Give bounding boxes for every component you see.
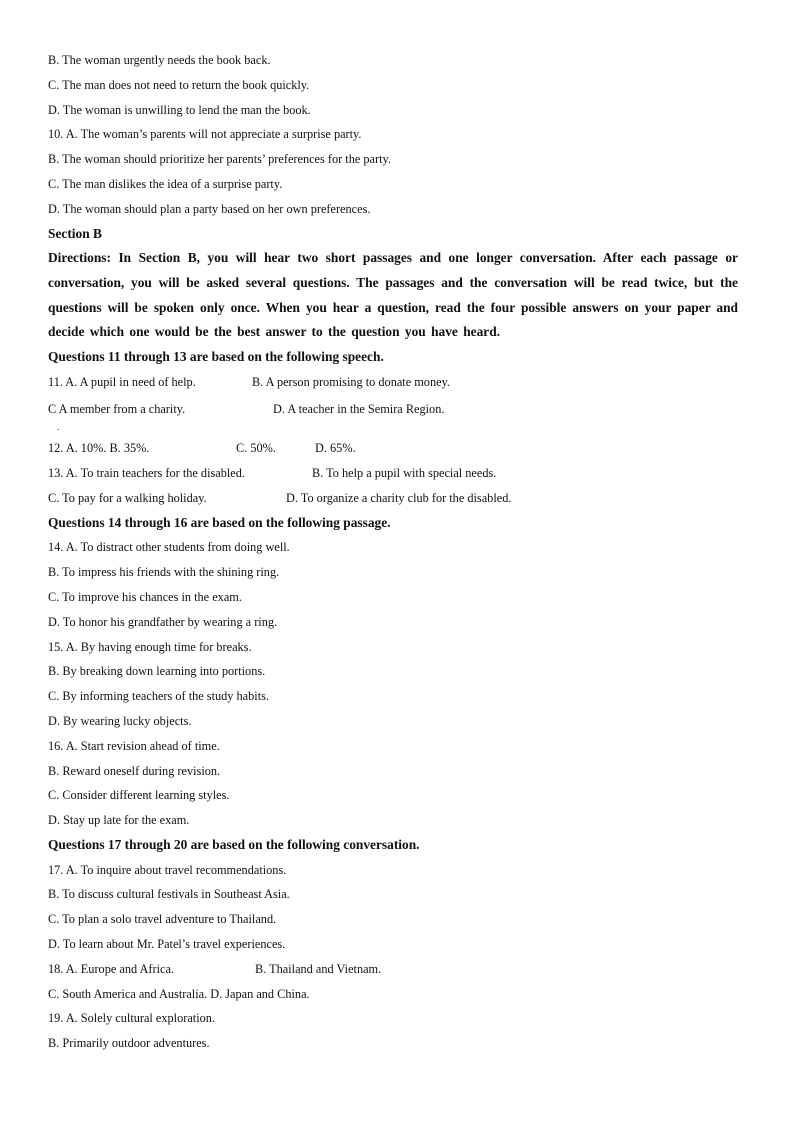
option-line: B. The woman urgently needs the book back.	[48, 53, 271, 67]
option-b: B. To help a pupil with special needs.	[312, 465, 497, 480]
option-line: C. South America and Australia. D. Japan and China.	[48, 986, 310, 1001]
option-line: D. To honor his grandfather by wearing a ring.	[48, 614, 278, 629]
option-line: B. The woman should prioritize her parents’ preferences for the party.	[48, 152, 391, 167]
option-line: C. To plan a solo travel adventure to Thailand.	[48, 912, 277, 927]
option-line: D. By wearing lucky objects.	[48, 713, 192, 728]
option-a: 13. A. To train teachers for the disabled.	[48, 465, 245, 480]
option-d: D. A teacher in the Semira Region.	[273, 402, 445, 417]
option-line: D. The woman is unwilling to lend the man the book.	[48, 102, 311, 117]
exam-page	[48, 48, 738, 1056]
option-line: B. Reward oneself during revision.	[48, 763, 221, 778]
stray-mark-row	[48, 422, 738, 436]
option-line: B. By breaking down learning into portions.	[48, 664, 266, 679]
option-line: D. Stay up late for the exam.	[48, 813, 190, 828]
option-c: C. 50%.	[236, 441, 276, 456]
question-row	[48, 370, 738, 395]
question-row	[48, 486, 738, 511]
option-c: C. To pay for a walking holiday.	[48, 490, 207, 505]
option-a: 11. A. A pupil in need of help.	[48, 374, 196, 389]
option-line: B. To discuss cultural festivals in Southeast Asia.	[48, 887, 290, 902]
option-line: 16. A. Start revision ahead of time.	[48, 738, 220, 753]
option-b: B. A person promising to donate money.	[252, 374, 450, 389]
option-line: 17. A. To inquire about travel recommendations.	[48, 862, 287, 877]
option-line: 14. A. To distract other students from doing well.	[48, 540, 290, 555]
question-row	[48, 397, 738, 422]
stray-dot: .	[57, 422, 60, 433]
question-group-heading: Questions 17 through 20 are based on the following conversation.	[48, 836, 420, 852]
section-title: Section B	[48, 225, 102, 241]
option-line: B. To impress his friends with the shining ring.	[48, 565, 280, 580]
option-c: C A member from a charity.	[48, 402, 186, 417]
question-group-heading: Questions 14 through 16 are based on the following passage.	[48, 514, 391, 530]
option-line: D. To learn about Mr. Patel’s travel experiences.	[48, 937, 286, 952]
option-d: D. To organize a charity club for the disabled.	[286, 490, 512, 505]
option-line: C. By informing teachers of the study habits.	[48, 689, 269, 704]
question-group-heading: Questions 11 through 13 are based on the following speech.	[48, 348, 384, 364]
option-d: D. 65%.	[315, 441, 356, 456]
q17-options	[48, 858, 738, 957]
question-row	[48, 461, 738, 486]
q9-options	[48, 48, 738, 222]
option-line: C. To improve his chances in the exam.	[48, 589, 242, 604]
q18-19-options	[48, 982, 738, 1056]
option-line: 19. A. Solely cultural exploration.	[48, 1011, 216, 1026]
option-line: 10. A. The woman’s parents will not appreciate a surprise party.	[48, 127, 362, 142]
option-a: 12. A. 10%. B. 35%.	[48, 441, 150, 456]
option-line: B. Primarily outdoor adventures.	[48, 1036, 210, 1051]
option-line: 15. A. By having enough time for breaks.	[48, 639, 252, 654]
option-line: C. Consider different learning styles.	[48, 788, 230, 803]
option-b: B. Thailand and Vietnam.	[255, 961, 382, 976]
directions: Directions: In Section B, you will hear two short passages and one longer conversation. After each passage or conversation, you will be asked several questions. The passages and the conversation will be read twice, but the questions will be spoken only once. When you hear a question, read the four possible answers on your paper and decide which one would be the best answer to the question you have heard.	[48, 250, 738, 340]
question-row	[48, 957, 738, 982]
question-row	[48, 436, 738, 461]
option-line: C. The man does not need to return the book quickly.	[48, 77, 310, 92]
q14-16-options	[48, 535, 738, 833]
option-a: 18. A. Europe and Africa.	[48, 961, 175, 976]
option-line: D. The woman should plan a party based on her own preferences.	[48, 201, 371, 216]
option-line: C. The man dislikes the idea of a surprise party.	[48, 176, 283, 191]
